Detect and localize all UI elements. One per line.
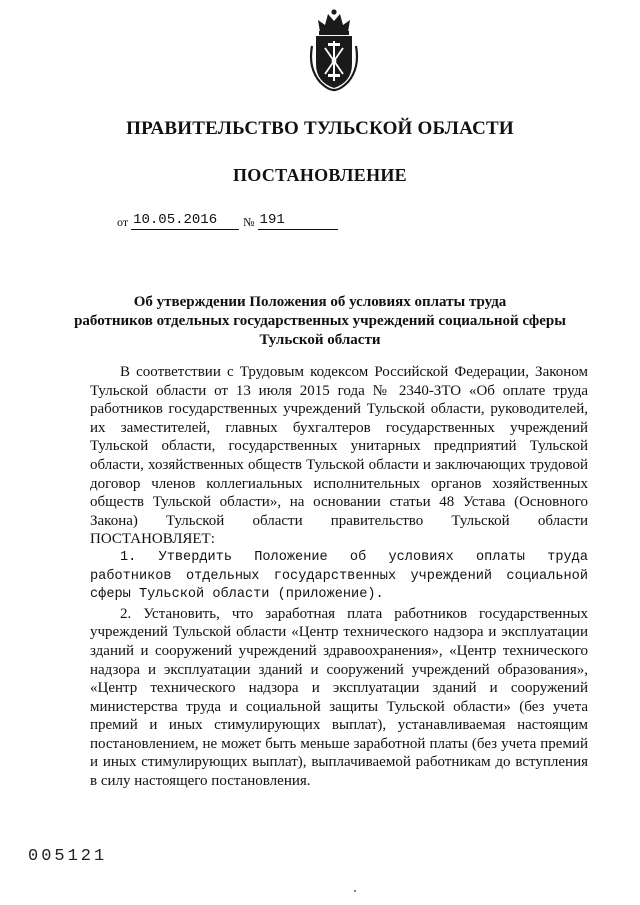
document-subject: [0, 293, 640, 350]
footer-document-code: 005121: [28, 847, 108, 866]
subject-line: Тульской области: [259, 332, 381, 348]
number-label: №: [243, 215, 255, 229]
item-2-paragraph: 2. Установить, что заработная плата работников государственных учреждений Тульской области «Центр технического надзора и эксплуатации зданий и сооружений учреждений здравоохранения», «Центр технического надзора и эксплуатации зданий и сооружений учреждений образования», «Центр технического надзора и эксплуатации зданий и сооружений министерства труда и социальной защиты Тульской области» (без учета премий и иных стимулирующих выплат), устанавливаемая настоящим постановлением, не может быть меньше заработной платы (без учета премий и иных стимулирующих выплат), выплачиваемой работникам до вступления в силу настоящего постановления.: [90, 605, 588, 790]
document-type-title: ПОСТАНОВЛЕНИЕ: [233, 165, 407, 185]
preamble-paragraph: В соответствии с Трудовым кодексом Российской Федерации, Законом Тульской области от 13 июля 2015 года № 2340-ЗТО «Об оплате труда работников государственных учреждений Тульской области, руководителей, их заместителей, главных бухгалтеров государственных учреждений Тульской области, государственных унитарных предприятий Тульской области, хозяйственных обществ Тульской области и заключающих трудовой договор членов коллегиальных исполнительных органов хозяйственных обществ Тульской области», на основании статьи 48 Устава (Основного Закона) Тульской области правительство Тульской области ПОСТАНОВЛЯЕТ:: [90, 364, 588, 548]
item-1-paragraph: 1. Утвердить Положение об условиях оплаты труда работников отдельных государственных учреждений социальной сферы Тульской области (приложение).: [90, 549, 588, 603]
document-body: [90, 363, 588, 791]
tula-coat-of-arms-icon: [306, 8, 362, 92]
government-title: ПРАВИТЕЛЬСТВО ТУЛЬСКОЙ ОБЛАСТИ: [126, 118, 514, 139]
document-date: 10.05.2016: [131, 212, 239, 230]
scan-speck: [354, 890, 356, 892]
document-number: 191: [258, 212, 338, 230]
subject-line: Об утверждении Положения об условиях оплаты труда: [133, 294, 507, 310]
date-from-label: от: [117, 215, 129, 229]
subject-line: работников отдельных государственных учреждений социальной сферы: [74, 313, 566, 329]
date-number-line: [117, 208, 338, 230]
